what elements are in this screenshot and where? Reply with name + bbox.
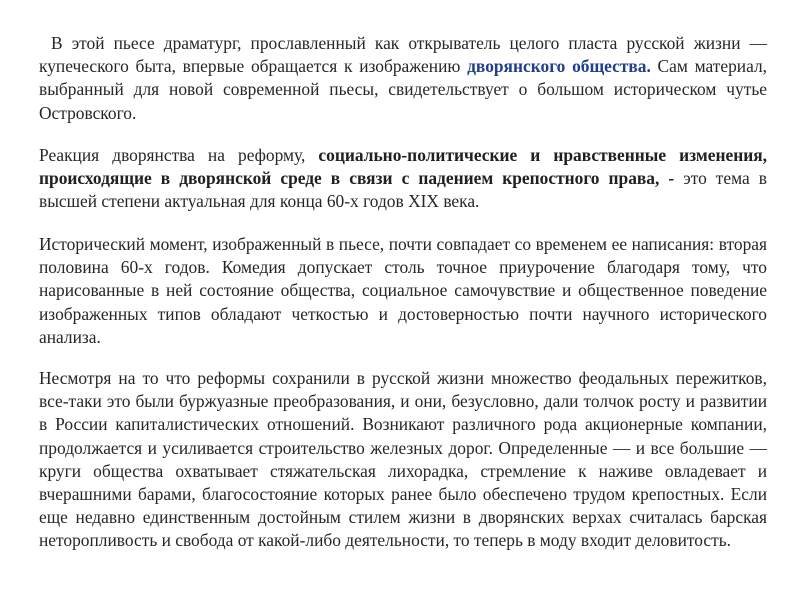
paragraph-2-highlight: социально-политические и нравственные изменения, происходящие в дворянской среде в связи с падением крепостного права, -: [39, 145, 767, 189]
paragraph-4-text: Несмотря на то что реформы сохранили в русской жизни множество феодальных пережитков, все-таки это были буржуазные преобразования, и они, безусловно, дали толчок росту и развитии в России капиталистических отношений. Возникают различного рода акционерные компании, продолжается и усиливается строительство железных дорог. Определенные — и все большие — круги общества охватывает стяжательская лихорадка, стремление к наживе овладевает и вчерашними барами, благосостояние которых ранее было обеспечено трудом крепостных. Если еще недавно единственным достойным стилем жизни в дворянских верхах считалась барская неторопливость и свобода от какой-либо деятельности, то теперь в моду входит деловитость.: [39, 368, 767, 551]
paragraph-1-highlight: дворянского общества.: [467, 56, 651, 77]
paragraph-3-text: Исторический момент, изображенный в пьесе, почти совпадает со временем ее написания: вторая половина 60-х годов. Комедия допускает столь точное приурочение благодаря тому, что нарисованные в ней состояние общества, социальное самочувствие и общественное поведение изображенных типов обладают четкостью и достоверностью почти научного исторического анализа.: [39, 234, 767, 347]
paragraph-3: [39, 233, 767, 349]
paragraph-4: [39, 367, 767, 553]
paragraph-2: [39, 144, 767, 214]
paragraph-2-text-start: Реакция дворянства на реформу,: [39, 145, 319, 165]
paragraph-1-text-start: В этой пьесе драматург, прославленный как открыватель целого пласта русской жизни — купеческого быта, впервые обращается к изображению: [39, 33, 767, 77]
paragraph-1-text-end: Сам материал, выбранный для новой современной пьесы, свидетельствует о большом историческом чутье Островского.: [39, 56, 768, 123]
paragraph-2-text-end: это тема в высшей степени актуальная для конца 60-х годов XIX века.: [39, 168, 767, 212]
paragraph-1: [39, 32, 767, 125]
